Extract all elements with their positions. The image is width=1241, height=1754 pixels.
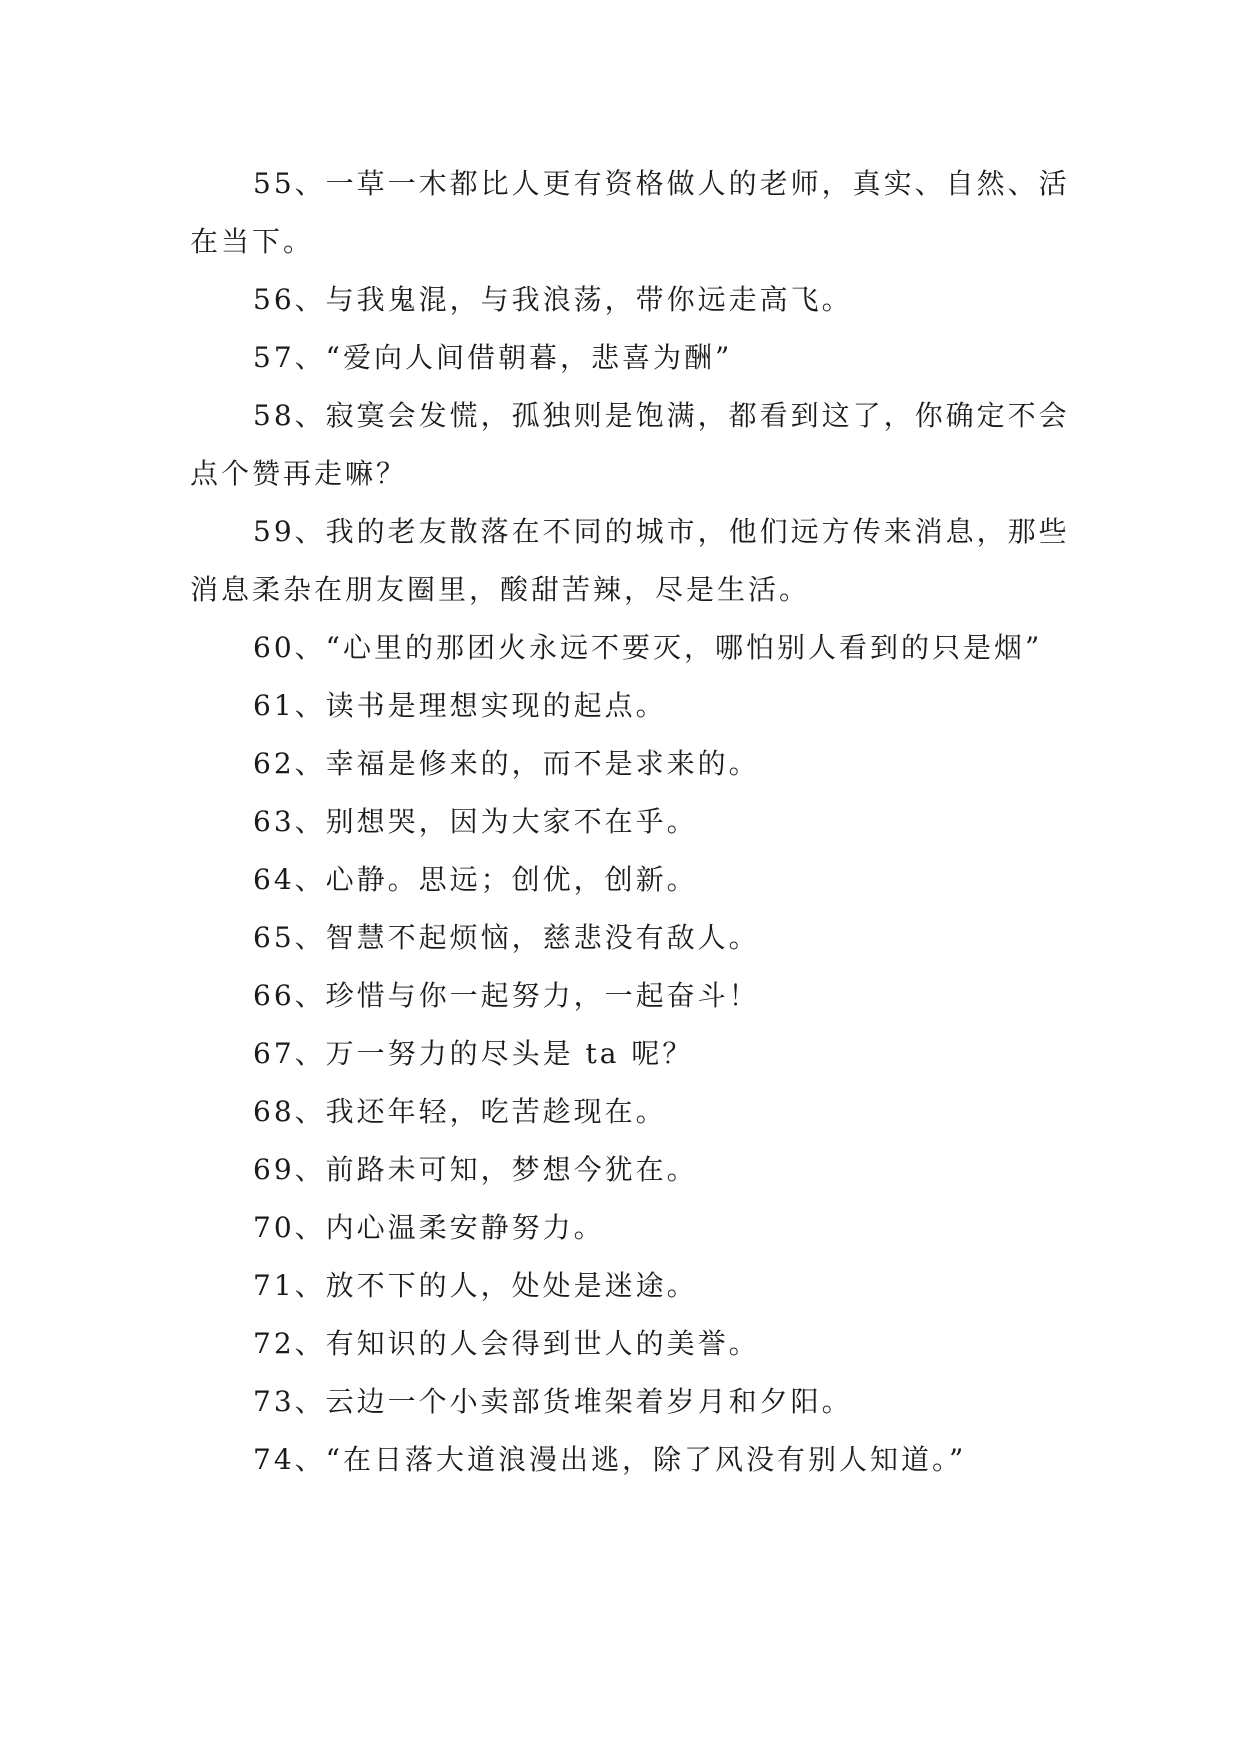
paragraph-60: 60、“心里的那团火永远不要灭，哪怕别人看到的只是烟” [253, 631, 1043, 664]
paragraph-56: 56、与我鬼混，与我浪荡，带你远走高飞。 [253, 283, 853, 316]
paragraph-71: 71、放不下的人，处处是迷途。 [253, 1269, 698, 1302]
paragraph-64: 64、心静。思远；创优，创新。 [253, 863, 698, 896]
paragraph-61: 61、读书是理想实现的起点。 [253, 689, 667, 722]
paragraph-73: 73、云边一个小卖部货堆架着岁月和夕阳。 [253, 1385, 853, 1418]
paragraph-66: 66、珍惜与你一起努力，一起奋斗！ [253, 979, 760, 1012]
paragraph-74: 74、“在日落大道浪漫出逃，除了风没有别人知道。” [253, 1443, 967, 1476]
paragraph-70: 70、内心温柔安静努力。 [253, 1211, 605, 1244]
paragraph-72: 72、有知识的人会得到世人的美誉。 [253, 1327, 760, 1360]
paragraph-63: 63、别想哭，因为大家不在乎。 [253, 805, 698, 838]
paragraph-62: 62、幸福是修来的，而不是求来的。 [253, 747, 760, 780]
paragraph-67: 67、万一努力的尽头是 ta 呢？ [253, 1037, 694, 1070]
paragraph-58: 58、寂寞会发慌，孤独则是饱满，都看到这了，你确定不会点个赞再走嘛？ [190, 399, 1070, 490]
paragraph-55: 55、一草一木都比人更有资格做人的老师，真实、自然、活在当下。 [190, 167, 1070, 258]
document-page [190, 155, 1070, 1489]
paragraph-59: 59、我的老友散落在不同的城市，他们远方传来消息，那些消息柔杂在朋友圈里，酸甜苦辣，尽是生活。 [190, 515, 1070, 606]
paragraph-68: 68、我还年轻，吃苦趁现在。 [253, 1095, 667, 1128]
paragraph-69: 69、前路未可知，梦想今犹在。 [253, 1153, 698, 1186]
paragraph-57: 57、“爱向人间借朝暮，悲喜为酬” [253, 341, 733, 374]
paragraph-65: 65、智慧不起烦恼，慈悲没有敌人。 [253, 921, 760, 954]
